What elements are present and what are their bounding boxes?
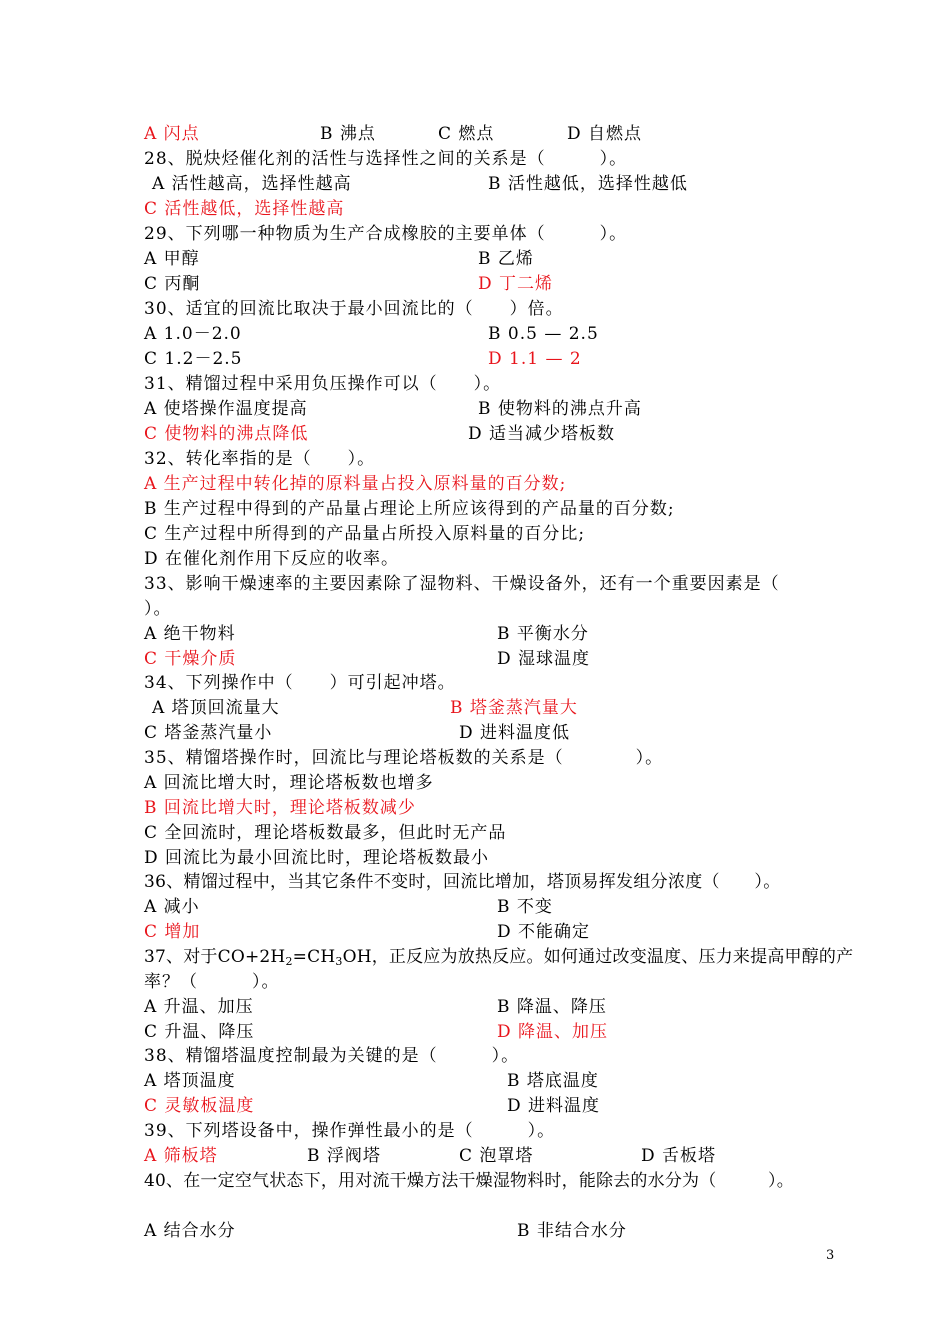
q38-option-b: B 塔底温度 [507, 1071, 599, 1091]
q29-option-c: C 丙酮 [144, 274, 201, 294]
q29-option-a: A 甲醇 [144, 249, 200, 269]
q28-option-b: B 活性越低，选择性越低 [488, 174, 688, 194]
q37-question-line2: 率？（ ）。 [144, 972, 280, 992]
q37-option-d: D 降温、加压 [497, 1022, 609, 1042]
q36-option-a: A 减小 [144, 897, 200, 917]
q40-option-a: A 结合水分 [144, 1221, 236, 1241]
q36-option-c: C 增加 [144, 922, 201, 942]
q30-option-c: C 1.2－2.5 [144, 349, 243, 369]
q33-option-c: C 干燥介质 [144, 649, 237, 669]
q37-text-post: OH，正反应为放热反应。如何通过改变温度、压力来提高甲醇的产 [342, 947, 854, 967]
q28-option-a: A 活性越高，选择性越高 [152, 174, 352, 194]
q30-option-b: B 0.5 — 2.5 [488, 324, 599, 344]
q29-option-b: B 乙烯 [478, 249, 534, 269]
q33-option-d: D 湿球温度 [497, 649, 591, 669]
q35-option-d: D 回流比为最小回流比时，理论塔板数最小 [144, 848, 490, 868]
q34-option-a: A 塔顶回流量大 [152, 698, 280, 718]
q32-option-c: C 生产过程中所得到的产品量占所投入原料量的百分比; [144, 524, 586, 544]
q33-question-line1: 33、影响干燥速率的主要因素除了湿物料、干燥设备外，还有一个重要因素是（ [144, 574, 780, 594]
q33-option-b: B 平衡水分 [497, 624, 589, 644]
q32-option-d: D 在催化剂作用下反应的收率。 [144, 549, 400, 569]
q37-text-mid: =CH [292, 947, 336, 967]
q33-option-a: A 绝干物料 [144, 624, 236, 644]
q28-option-c: C 活性越低，选择性越高 [144, 199, 345, 219]
q39-question: 39、下列塔设备中，操作弹性最小的是（ ）。 [144, 1121, 556, 1141]
q30-question: 30、适宜的回流比取决于最小回流比的（ ）倍。 [144, 299, 564, 319]
q38-option-d: D 进料温度 [507, 1096, 601, 1116]
q31-question: 31、精馏过程中采用负压操作可以（ ）。 [144, 374, 502, 394]
q37-subscript-h2: 2 [285, 955, 293, 968]
q36-option-b: B 不变 [497, 897, 553, 917]
q34-option-c: C 塔釜蒸汽量小 [144, 723, 273, 743]
q35-option-c: C 全回流时，理论塔板数最多，但此时无产品 [144, 823, 507, 843]
q37-subscript-ch3: 3 [335, 955, 343, 968]
q27-option-d: D 自燃点 [567, 124, 643, 144]
q32-option-a: A 生产过程中转化掉的原料量占投入原料量的百分数; [144, 474, 567, 494]
q34-option-d: D 进料温度低 [459, 723, 571, 743]
q29-question: 29、下列哪一种物质为生产合成橡胶的主要单体（ ）。 [144, 224, 628, 244]
q37-text-pre: 37、对于CO+2H [144, 947, 286, 967]
q37-option-c: C 升温、降压 [144, 1022, 255, 1042]
q33-question-line2: ）。 [144, 599, 172, 619]
q35-option-a: A 回流比增大时，理论塔板数也增多 [144, 773, 434, 793]
page-number: 3 [826, 1248, 835, 1263]
q27-option-a: A 闪点 [144, 124, 200, 144]
q37-option-b: B 降温、降压 [497, 997, 607, 1017]
q36-option-d: D 不能确定 [497, 922, 591, 942]
q27-option-c: C 燃点 [438, 124, 495, 144]
q37-option-a: A 升温、加压 [144, 997, 254, 1017]
q31-option-a: A 使塔操作温度提高 [144, 399, 308, 419]
q35-option-b: B 回流比增大时，理论塔板数减少 [144, 798, 416, 818]
q27-option-b: B 沸点 [320, 124, 376, 144]
q31-option-d: D 适当减少塔板数 [468, 424, 616, 444]
q37-question-line1 [144, 947, 853, 967]
q34-option-b: B 塔釜蒸汽量大 [450, 698, 578, 718]
q40-option-b: B 非结合水分 [517, 1221, 627, 1241]
q30-option-a: A 1.0－2.0 [144, 324, 242, 344]
q39-option-d: D 舌板塔 [641, 1146, 717, 1166]
q29-option-d: D 丁二烯 [478, 274, 554, 294]
q38-option-a: A 塔顶温度 [144, 1071, 236, 1091]
q32-option-b: B 生产过程中得到的产品量占理论上所应该得到的产品量的百分数; [144, 499, 675, 519]
q36-question: 36、精馏过程中，当其它条件不变时，回流比增加，塔顶易挥发组分浓度（ ）。 [144, 872, 781, 892]
q31-option-b: B 使物料的沸点升高 [478, 399, 642, 419]
q32-question: 32、转化率指的是（ ）。 [144, 449, 376, 469]
q30-option-d: D 1.1 — 2 [488, 349, 582, 369]
q39-option-a: A 筛板塔 [144, 1146, 218, 1166]
q38-option-c: C 灵敏板温度 [144, 1096, 255, 1116]
q39-option-c: C 泡罩塔 [459, 1146, 534, 1166]
q28-question: 28、脱炔烃催化剂的活性与选择性之间的关系是（ ）。 [144, 149, 628, 169]
q31-option-c: C 使物料的沸点降低 [144, 424, 309, 444]
q35-question: 35、精馏塔操作时，回流比与理论塔板数的关系是（ ）。 [144, 748, 664, 768]
q39-option-b: B 浮阀塔 [307, 1146, 381, 1166]
q40-question: 40、在一定空气状态下，用对流干燥方法干燥湿物料时，能除去的水分为（ ）。 [144, 1171, 794, 1191]
q34-question: 34、下列操作中（ ）可引起冲塔。 [144, 673, 456, 693]
q38-question: 38、精馏塔温度控制最为关键的是（ ）。 [144, 1046, 520, 1066]
